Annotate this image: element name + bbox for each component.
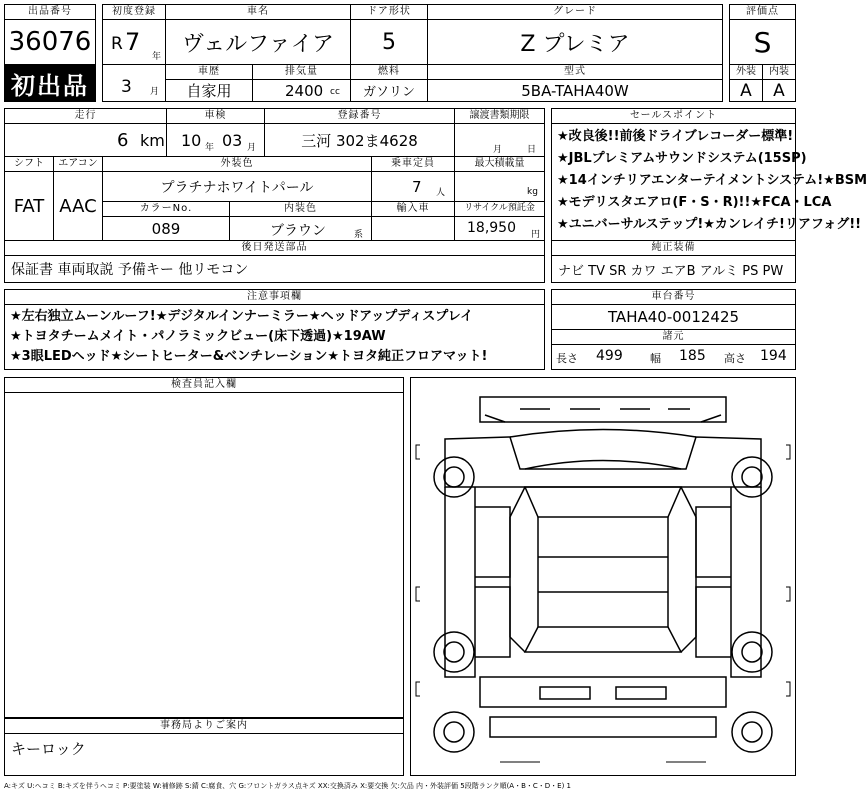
equipment: ナビ TV SR カワ エアB アルミ PS PW xyxy=(551,255,796,283)
displacement-box xyxy=(252,79,351,102)
history: 自家用 xyxy=(165,79,253,102)
history-label: 車歴 xyxy=(165,64,253,80)
chassis-number: TAHA40-0012425 xyxy=(551,304,796,330)
shift: FAT xyxy=(4,171,54,241)
caution-line: ★3眼LEDヘッド★シートヒーター&ベンチレーション★トヨタ純正フロアマット! xyxy=(10,349,488,364)
height-label: 高さ xyxy=(724,352,746,365)
ac-label: エアコン xyxy=(53,156,103,172)
month-unit: 月 xyxy=(149,87,159,97)
model-code-label: 型式 xyxy=(427,64,723,80)
transfer-month-unit: 月 xyxy=(493,145,503,155)
caution-line: ★トヨタチームメイト・パノラミックビュー(床下透過)★19AW xyxy=(10,329,386,344)
interior-color-box xyxy=(229,216,372,241)
transfer-day-unit: 日 xyxy=(527,145,537,155)
registration-number-label: 登録番号 xyxy=(264,108,455,124)
exterior-grade-label: 外装 xyxy=(729,64,763,80)
interior-color: ブラウン xyxy=(270,223,326,239)
transfer-deadline-label: 譲渡書類期限 xyxy=(454,108,545,124)
sales-point-item: ★14インチリアエンターテイメントシステム!★BSM xyxy=(557,173,867,188)
max-load-label: 最大積載量 xyxy=(454,156,545,172)
inspector-notes-area xyxy=(4,392,404,718)
interior-grade-label: 内装 xyxy=(762,64,796,80)
first-listing-badge: 初出品 xyxy=(4,64,96,102)
sales-point-item: ★JBLプレミアムサウンドシステム(15SP) xyxy=(557,151,807,166)
lot-number: 36076 xyxy=(4,19,96,65)
mileage-label: 走行 xyxy=(4,108,167,124)
color-number: 089 xyxy=(102,216,230,241)
mileage-unit: km xyxy=(140,131,165,150)
length: 499 xyxy=(596,348,623,364)
inspection-box xyxy=(166,123,265,157)
equipment-label: 純正装備 xyxy=(551,240,796,256)
office-notice: キーロック xyxy=(11,740,86,758)
interior-color-suffix: 系 xyxy=(354,230,364,240)
sales-points-label: セールスポイント xyxy=(551,108,796,124)
car-body-diagram xyxy=(410,377,796,776)
capacity: 7 xyxy=(412,178,422,196)
interior-grade: A xyxy=(762,79,796,102)
damage-code-legend: A:キズ U:ヘコミ B:キズを伴うヘコミ P:要塗装 W:補修跡 S:錆 C:腐食、穴 G:フロントガラス点キズ XX:交換済み X:要交換 欠:欠品 内・外装評価 5段階ランク順(A・B・C・D・E) 1 xyxy=(4,782,572,790)
model-code: 5BA-TAHA40W xyxy=(427,79,723,102)
displacement-unit: cc xyxy=(330,87,340,97)
width: 185 xyxy=(679,348,706,364)
car-name-label: 車名 xyxy=(165,4,351,20)
width-label: 幅 xyxy=(650,352,661,365)
displacement-label: 排気量 xyxy=(252,64,351,80)
registration-year: 7 xyxy=(125,28,141,56)
inspection-year: 10 xyxy=(181,131,202,150)
inspection-label: 車検 xyxy=(166,108,265,124)
mileage-box xyxy=(4,123,167,157)
caution-line: ★左右独立ムーンルーフ!★デジタルインナーミラー★ヘッドアップディスプレイ xyxy=(10,309,474,324)
chassis-number-label: 車台番号 xyxy=(551,289,796,305)
max-load-box xyxy=(454,171,545,202)
exterior-color: プラチナホワイトパール xyxy=(102,171,372,202)
recycle-deposit: 18,950 xyxy=(467,220,516,236)
score: S xyxy=(729,19,796,65)
dimensions-label: 諸元 xyxy=(551,329,796,345)
first-registration-label: 初度登録 xyxy=(102,4,166,20)
height: 194 xyxy=(760,348,787,364)
transfer-deadline-box xyxy=(454,123,545,157)
interior-color-label: 内装色 xyxy=(229,201,372,217)
dimensions-box xyxy=(551,344,796,370)
length-label: 長さ xyxy=(556,352,578,365)
recycle-unit: 円 xyxy=(531,230,541,240)
exterior-grade: A xyxy=(729,79,763,102)
color-number-label: カラーNo. xyxy=(102,201,230,217)
inspection-month-unit: 月 xyxy=(247,143,257,153)
car-name: ヴェルファイア xyxy=(165,19,351,65)
capacity-label: 乗車定員 xyxy=(371,156,455,172)
max-load-unit: kg xyxy=(527,187,538,197)
inspection-month: 03 xyxy=(222,131,243,150)
registration-month: 3 xyxy=(121,77,132,97)
sales-point-item: ★改良後!!前後ドライブレコーダー標準! xyxy=(557,129,794,144)
registration-number: 三河 302ま4628 xyxy=(264,123,455,157)
score-label: 評価点 xyxy=(729,4,796,20)
office-notice-box xyxy=(4,733,404,776)
fuel-label: 燃料 xyxy=(350,64,428,80)
fuel: ガソリン xyxy=(350,79,428,102)
first-registration-year-box xyxy=(102,19,166,65)
ac: AAC xyxy=(53,171,103,241)
sales-point-item: ★ユニバーサルステップ!★カンレイチ!リアフォグ!! xyxy=(557,217,862,232)
sales-point-item: ★モデリスタエアロ(F・S・R)!!★FCA・LCA xyxy=(557,195,832,210)
recycle-deposit-label: リサイクル預託金 xyxy=(454,201,545,217)
inspector-notes-label: 検査員記入欄 xyxy=(4,377,404,393)
sales-points-box xyxy=(551,123,867,241)
mileage: 6 xyxy=(117,130,129,151)
displacement: 2400 xyxy=(285,82,324,100)
door-type-label: ドア形状 xyxy=(350,4,428,20)
year-unit: 年 xyxy=(151,52,161,62)
door-type: 5 xyxy=(350,19,428,65)
inspection-year-unit: 年 xyxy=(205,143,215,153)
capacity-unit: 人 xyxy=(436,188,446,198)
import-box xyxy=(371,216,455,241)
grade-label: グレード xyxy=(427,4,723,20)
later-parts-label: 後日発送部品 xyxy=(4,240,545,256)
registration-era: R xyxy=(111,34,123,54)
first-registration-month-box xyxy=(102,64,166,102)
capacity-box xyxy=(371,171,455,202)
caution-label: 注意事項欄 xyxy=(4,289,545,305)
office-notice-label: 事務局よりご案内 xyxy=(4,718,404,734)
recycle-deposit-box xyxy=(454,216,545,241)
import-label: 輸入車 xyxy=(371,201,455,217)
shift-label: シフト xyxy=(4,156,54,172)
lot-number-label: 出品番号 xyxy=(4,4,96,20)
caution-box xyxy=(4,304,545,370)
grade: Z プレミア xyxy=(427,19,723,65)
later-parts: 保証書 車両取説 予備キー 他リモコン xyxy=(4,255,545,283)
exterior-color-label: 外装色 xyxy=(102,156,372,172)
